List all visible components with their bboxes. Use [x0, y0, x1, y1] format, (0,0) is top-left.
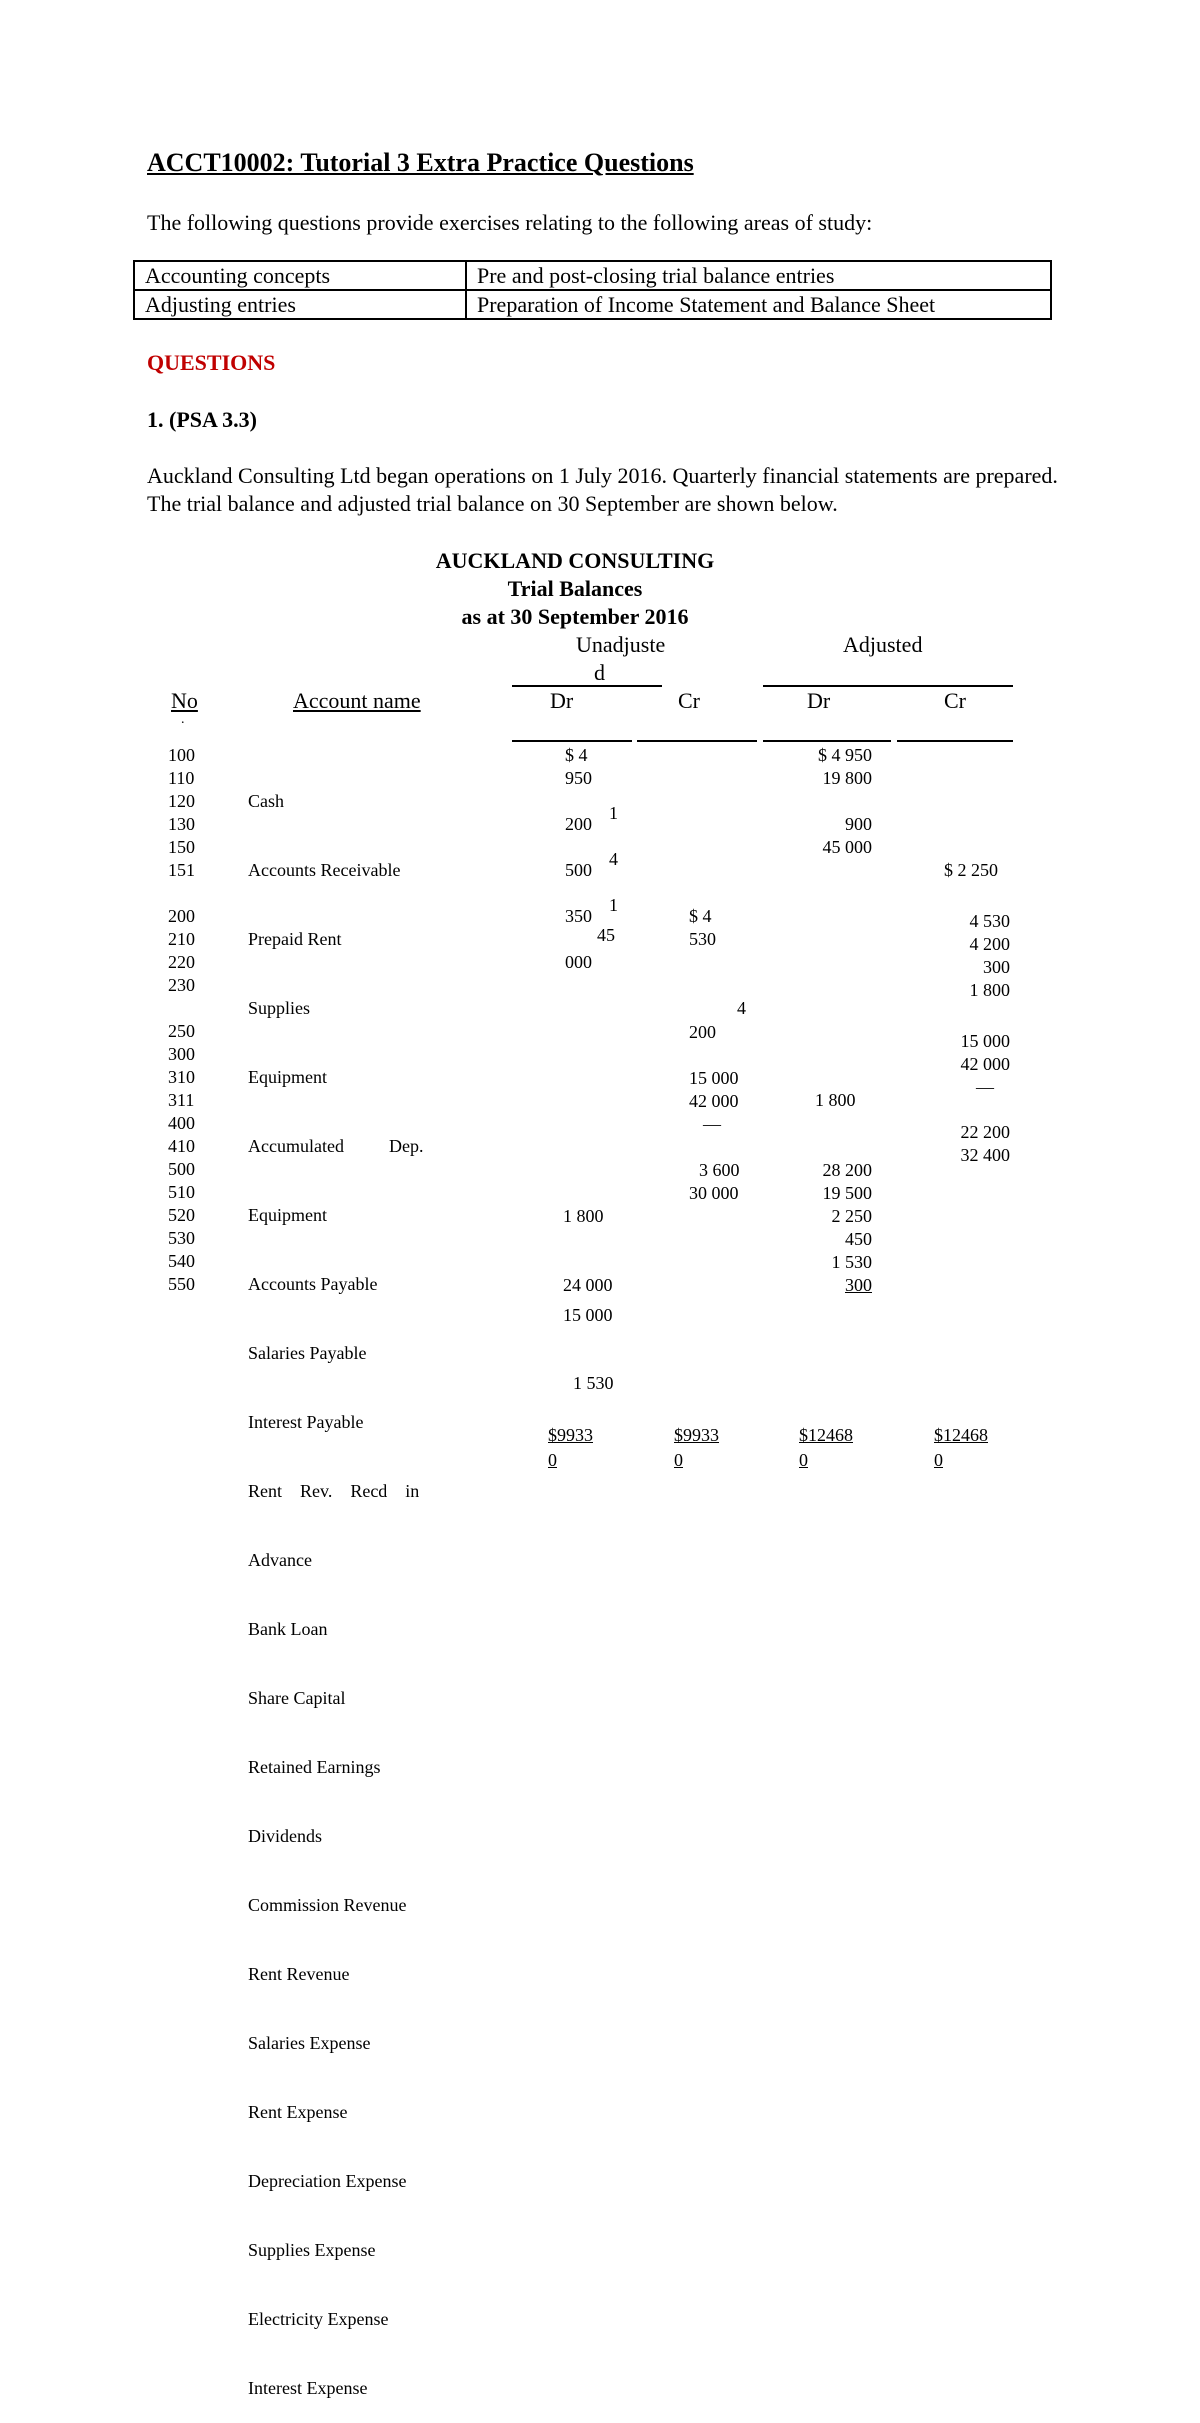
total-unadjusted-dr: [548, 1423, 593, 1473]
amount: [689, 1136, 740, 1159]
account-number: 151: [168, 860, 195, 880]
total-adjusted-dr: [799, 1423, 853, 1473]
table-row: [134, 261, 1051, 290]
total-line: $12468: [934, 1425, 988, 1445]
account-name: Supplies Expense: [248, 2240, 376, 2260]
column-header-cr-unadjusted: Cr: [678, 688, 700, 713]
account-name: Salaries Payable: [248, 1343, 367, 1363]
account-number: 400: [168, 1113, 195, 1133]
account-number: 410: [168, 1136, 195, 1156]
total-line: 0: [799, 1450, 808, 1470]
account-number: 540: [168, 1251, 195, 1271]
account-number: 120: [168, 791, 195, 811]
question-label: 1. (PSA 3.3): [147, 407, 257, 432]
header-rule: [763, 740, 891, 742]
amount: 24 000: [563, 1275, 613, 1295]
unadjusted-dr-values: [565, 744, 592, 974]
column-header-dr-adjusted: Dr: [807, 688, 831, 713]
account-number: 550: [168, 1274, 195, 1294]
amount: 45 000: [822, 837, 872, 857]
total-unadjusted-cr: [674, 1423, 719, 1473]
account-number: 300: [168, 1044, 195, 1064]
unadjusted-group-label-cont: d: [594, 660, 605, 685]
column-header-no-cont: .: [181, 712, 185, 727]
amount: [565, 928, 592, 951]
amount: 300: [983, 957, 1010, 977]
table-row: [134, 290, 1051, 319]
account-name: Interest Payable: [248, 1412, 364, 1432]
account-number: 220: [168, 952, 195, 972]
amount: 2 250: [831, 1206, 872, 1226]
account-names: [248, 744, 423, 2423]
amount: $ 4: [689, 906, 712, 926]
amount: 4: [737, 998, 746, 1018]
questions-heading: QUESTIONS: [147, 350, 276, 375]
amount: $ 2 250: [944, 860, 998, 880]
amount: 42 000: [960, 1054, 1010, 1074]
account-number: 230: [168, 975, 195, 995]
table-cell: Accounting concepts: [134, 261, 466, 290]
account-name: Accounts Receivable: [248, 860, 401, 880]
account-number: 530: [168, 1228, 195, 1248]
company-name: AUCKLAND CONSULTING: [435, 548, 715, 573]
statement-title: Trial Balances: [507, 576, 643, 601]
column-header-cr-adjusted: Cr: [944, 688, 966, 713]
amount: 45: [597, 925, 615, 945]
amount: 15 000: [689, 1068, 739, 1088]
account-numbers: [168, 744, 195, 1296]
table-cell: Pre and post-closing trial balance entries: [466, 261, 1051, 290]
account-number: 210: [168, 929, 195, 949]
account-name: Prepaid Rent: [248, 929, 342, 949]
amount: 450: [845, 1229, 872, 1249]
account-name: Accumulated Dep.: [248, 1136, 424, 1156]
amount: 4 530: [969, 911, 1010, 931]
amount: 28 200: [822, 1160, 872, 1180]
unadjusted-dr-values-offset: [609, 790, 618, 928]
account-number: 200: [168, 906, 195, 926]
amount: [563, 1251, 613, 1274]
unadjusted-cr-values-lower: [689, 1021, 740, 1205]
account-name: Equipment: [248, 1067, 327, 1087]
adjusted-dr-expenses: [760, 1159, 872, 1297]
amount: 200: [565, 814, 592, 834]
adjusted-dr-values: [760, 744, 872, 859]
amount: —: [703, 1114, 721, 1134]
account-number: [168, 997, 195, 1020]
adjusted-cr-values-lower: [900, 1030, 1010, 1099]
amount: 1 800: [969, 980, 1010, 1000]
amount: [565, 790, 592, 813]
amount: 1: [609, 803, 618, 823]
table-cell: Preparation of Income Statement and Balance Sheet: [466, 290, 1051, 319]
account-name: Rent Revenue: [248, 1964, 350, 1984]
amount: 1 530: [831, 1252, 872, 1272]
account-name: Rent Expense: [248, 2102, 348, 2122]
total-line: $9933: [674, 1425, 719, 1445]
account-number: 520: [168, 1205, 195, 1225]
unadjusted-cr-values: [689, 905, 716, 951]
amount: 000: [565, 952, 592, 972]
account-name: Dividends: [248, 1826, 322, 1846]
account-name: Share Capital: [248, 1688, 346, 1708]
account-number: 130: [168, 814, 195, 834]
header-rule: [897, 740, 1013, 742]
column-header-no: No: [171, 688, 198, 713]
account-number: 110: [168, 768, 195, 788]
total-line: $9933: [548, 1425, 593, 1445]
account-name: Commission Revenue: [248, 1895, 407, 1915]
account-name: Supplies: [248, 998, 311, 1018]
account-name: Cash: [248, 791, 284, 811]
amount: 4: [609, 849, 618, 869]
account-name: Bank Loan: [248, 1619, 328, 1639]
amount: 900: [845, 814, 872, 834]
amount: 32 400: [960, 1145, 1010, 1165]
amount: [565, 836, 592, 859]
intro-text: The following questions provide exercises relating to the following areas of study:: [147, 210, 873, 235]
statement-date: as at 30 September 2016: [461, 604, 689, 629]
account-number: [168, 882, 195, 905]
amount: 3 600: [699, 1160, 740, 1180]
total-line: $12468: [799, 1425, 853, 1445]
amount: 350: [565, 906, 592, 926]
amount: 30 000: [689, 1183, 739, 1203]
unadjusted-dr-expenses: [563, 1205, 613, 1297]
column-header-account: Account name: [293, 688, 421, 713]
study-areas-table: [133, 260, 1052, 320]
account-number: 310: [168, 1067, 195, 1087]
amount: 1 530: [573, 1373, 614, 1393]
adjusted-group-rule: [763, 685, 1013, 687]
account-number: 500: [168, 1159, 195, 1179]
amount: 200: [689, 1022, 716, 1042]
account-name: Interest Expense: [248, 2378, 368, 2398]
amount: 300: [845, 1275, 872, 1295]
amount: 1: [609, 895, 618, 915]
amount: 4 200: [969, 934, 1010, 954]
account-name: Retained Earnings: [248, 1757, 381, 1777]
amount: 15 000: [960, 1031, 1010, 1051]
account-name: Equipment: [248, 1205, 327, 1225]
account-number: 150: [168, 837, 195, 857]
amount: $ 4 950: [818, 745, 872, 765]
unadjusted-group-rule: [512, 685, 662, 687]
total-line: 0: [934, 1450, 943, 1470]
amount: —: [976, 1077, 994, 1097]
account-number: 100: [168, 745, 195, 765]
amount: 19 500: [822, 1183, 872, 1203]
account-number: 510: [168, 1182, 195, 1202]
amount: 500: [565, 860, 592, 880]
amount: 19 800: [822, 768, 872, 788]
amount: 15 000: [563, 1305, 613, 1325]
amount: [563, 1228, 613, 1251]
amount: $ 4: [565, 745, 588, 765]
total-line: 0: [548, 1450, 557, 1470]
amount: 950: [565, 768, 592, 788]
adjusted-cr-values: [900, 910, 1010, 1002]
account-name: Accounts Payable: [248, 1274, 378, 1294]
amount: 1 800: [815, 1090, 856, 1110]
amount: [565, 882, 592, 905]
table-cell: Adjusting entries: [134, 290, 466, 319]
account-name: Depreciation Expense: [248, 2171, 407, 2191]
amount: 42 000: [689, 1091, 739, 1111]
account-name: Electricity Expense: [248, 2309, 389, 2329]
adjusted-group-label: Adjusted: [843, 632, 923, 657]
document-title: ACCT10002: Tutorial 3 Extra Practice Questions: [147, 148, 694, 177]
header-rule: [512, 740, 632, 742]
amount: [760, 790, 872, 813]
total-adjusted-cr: [934, 1423, 988, 1473]
amount: 1 800: [563, 1206, 604, 1226]
account-name: Advance: [248, 1550, 312, 1570]
account-number: 250: [168, 1021, 195, 1041]
amount: 22 200: [960, 1122, 1010, 1142]
column-header-dr-unadjusted: Dr: [550, 688, 574, 713]
account-name: Salaries Expense: [248, 2033, 371, 2053]
amount: 530: [689, 929, 716, 949]
account-name: Rent Rev. Recd in: [248, 1481, 420, 1501]
unadjusted-group-label: Unadjuste: [576, 632, 666, 657]
total-line: 0: [674, 1450, 683, 1470]
adjusted-cr-revenues: [900, 1121, 1010, 1167]
header-rule: [637, 740, 757, 742]
amount: [689, 1044, 740, 1067]
account-number: 311: [168, 1090, 195, 1110]
question-text: Auckland Consulting Ltd began operations on 1 July 2016. Quarterly financial statements are prepared. The trial balance and adjusted trial balance on 30 September are shown below.: [147, 463, 1058, 516]
